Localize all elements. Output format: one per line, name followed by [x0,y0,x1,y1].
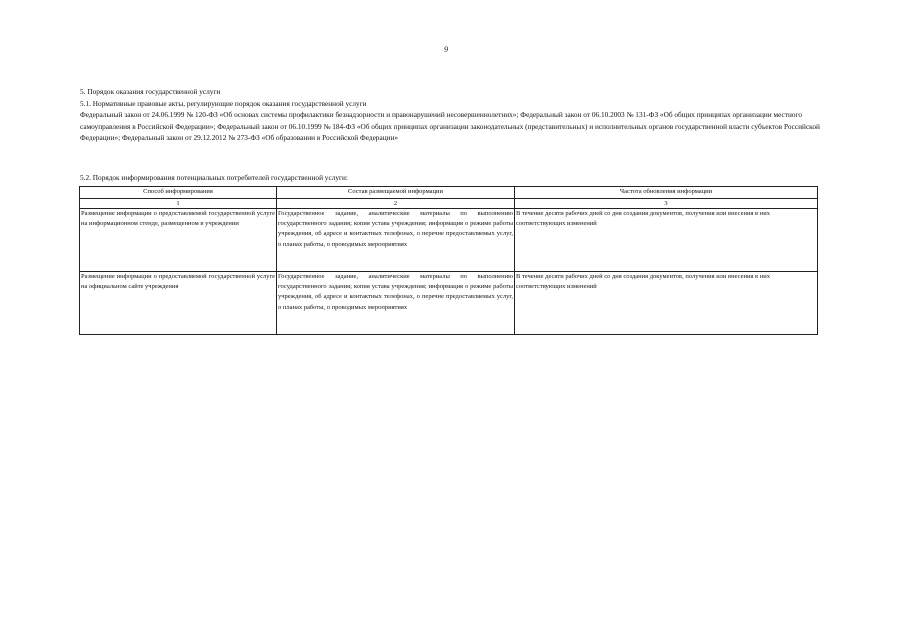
cell-content: Государственное задание, аналитические материалы по выполнению государственного задания; копия устава учреждения; информация о режиме работы учреждения, об адресе и контактных телефонах, о перечне предоставляемых услуг, о планах работы, о проводимых мероприятиях [277,209,515,272]
cell-frequency: В течение десяти рабочих дней со дня создания документов, получения или внесения в них соответствующих изменений [515,272,818,335]
cell-frequency: В течение десяти рабочих дней со дня создания документов, получения или внесения в них соответствующих изменений [515,209,818,272]
header-method: Способ информирования [80,187,277,199]
section-subtitle: 5.1. Нормативные правовые акты, регулирующие порядок оказания государственной услуги [80,98,367,108]
table-row [80,272,818,335]
cell-method: Размещение информации о предоставляемой государственной услуге на информационном стенде, размещенном в учреждении [80,209,277,272]
informing-subtitle: 5.2. Порядок информирования потенциальных потребителей государственной услуги: [80,173,348,182]
header-frequency: Частота обновления информации [515,187,818,199]
page-number: 9 [444,45,448,54]
col-number: 1 [80,199,277,209]
cell-method: Размещение информации о предоставляемой государственной услуге на официальном сайте учреждения [80,272,277,335]
column-number-row [80,199,818,209]
cell-content: Государственное задание, аналитические материалы по выполнению государственного задания; копия устава учреждения; информация о режиме работы учреждения, об адресе и контактных телефонах, о перечне предоставляемых услуг, о планах работы, о проводимых мероприятиях [277,272,515,335]
col-number: 2 [277,199,515,209]
informing-table [79,186,818,335]
table-row [80,209,818,272]
header-content: Состав размещаемой информации [277,187,515,199]
section-text [80,86,820,144]
table-header-row [80,187,818,199]
section-title: 5. Порядок оказания государственной услуги [80,87,221,96]
laws-paragraph: Федеральный закон от 24.06.1999 № 120-ФЗ «Об основах системы профилактики безнадзорности и правонарушений несовершеннолетних»; Федеральный закон от 06.10.2003 № 131-ФЗ «Об общих принципах организации местного самоуправления в Российской Федерации»; Федеральный закон от 06.10.1999 № 184-ФЗ «Об общих принципах организации законодательных (представительных) и исполнительных органов государственной власти субъектов Российской Федерации»; Федеральный закон от 29.12.2012 № 273-ФЗ «Об образовании в Российской Федерации» [80,110,820,143]
col-number: 3 [515,199,818,209]
